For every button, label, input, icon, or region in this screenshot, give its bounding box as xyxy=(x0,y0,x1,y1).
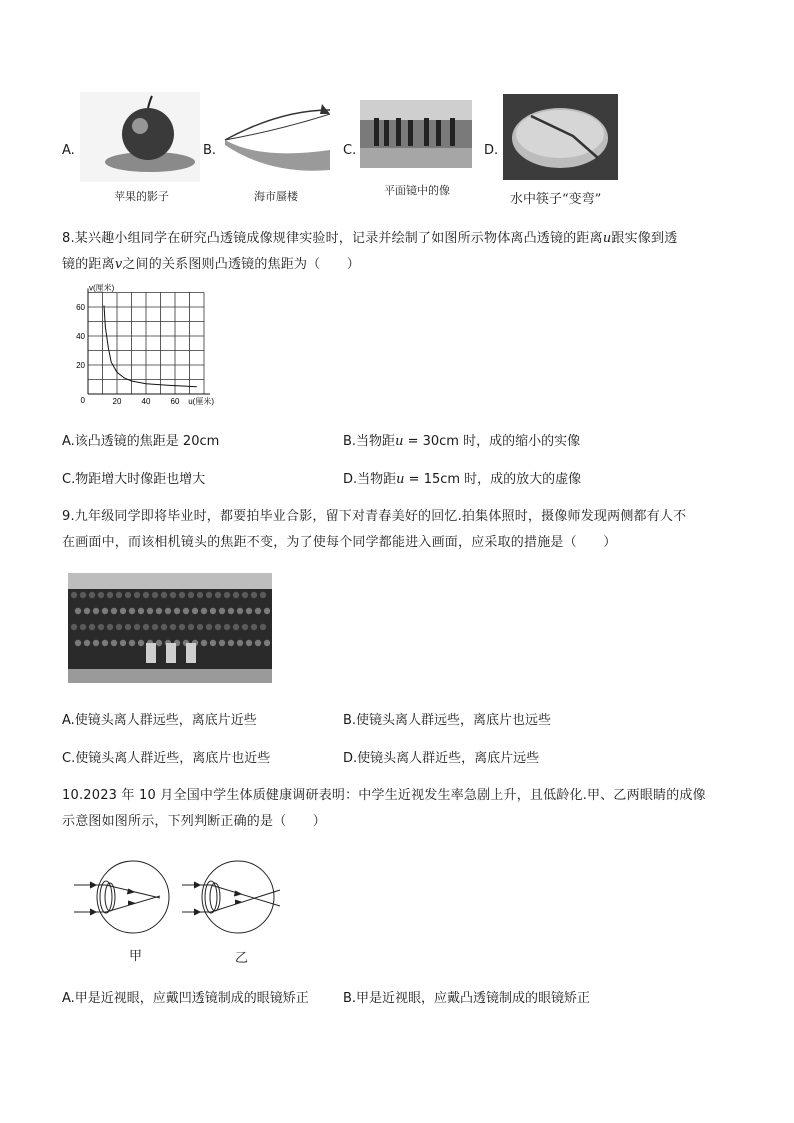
crowd-person-head xyxy=(210,608,216,614)
crowd-person-head xyxy=(264,640,270,646)
crowd-person-head xyxy=(98,592,104,598)
eye-yi xyxy=(182,861,280,933)
crowd-person-head xyxy=(219,640,225,646)
crowd-person-head xyxy=(129,608,135,614)
q9-option-d: D.使镜头离人群近些，离底片远些 xyxy=(343,751,540,766)
crowd-person-head xyxy=(93,608,99,614)
crowd-person-head xyxy=(237,608,243,614)
q9-question xyxy=(62,504,752,556)
crowd-person-head xyxy=(242,592,248,598)
y-tick-label: 60 xyxy=(76,303,85,312)
crowd-person-head xyxy=(102,608,108,614)
q7-option-b-letter: B. xyxy=(203,143,217,158)
q8-uv-graph xyxy=(68,283,218,410)
crowd-person-head xyxy=(84,608,90,614)
crowd-person-head xyxy=(170,592,176,598)
crowd-person-head xyxy=(215,624,221,630)
crowd-person-head xyxy=(251,592,257,598)
uv-curve-line xyxy=(104,306,197,387)
crowd-person-head xyxy=(233,592,239,598)
crowd-person-head xyxy=(206,624,212,630)
origin-label: 0 xyxy=(80,396,85,405)
crowd-person-head xyxy=(224,592,230,598)
q9-option-c: C.使镜头离人群近些，离底片也近些 xyxy=(62,751,271,766)
crowd-person-head xyxy=(152,592,158,598)
crowd-person-head xyxy=(93,640,99,646)
crowd-person-head xyxy=(80,592,86,598)
crowd-person-head xyxy=(188,592,194,598)
x-tick-label: 20 xyxy=(112,397,122,406)
q7-plane-mirror-image xyxy=(360,100,472,168)
crowd-person-head xyxy=(242,624,248,630)
x-axis-label: u(厘米) xyxy=(188,397,214,406)
crowd-person-head xyxy=(143,624,149,630)
y-axis-label: v(厘米) xyxy=(89,283,115,293)
crowd-person-head xyxy=(116,592,122,598)
crowd-person-head xyxy=(179,624,185,630)
q8-option-a: A.该凸透镜的焦距是 20cm xyxy=(62,434,220,449)
q10-line-2: 示意图如图所示，下列判断正确的是（ ） xyxy=(62,814,327,829)
q7-option-c-letter: C. xyxy=(343,143,357,158)
q8-question xyxy=(62,226,752,278)
q7-option-a-letter: A. xyxy=(62,143,75,158)
crowd-person-head xyxy=(71,624,77,630)
q8-option-d: D.当物距u = 15cm 时，成的放大的虚像 xyxy=(343,472,582,487)
crowd-person-head xyxy=(129,640,135,646)
y-tick-label: 40 xyxy=(76,332,85,341)
crowd-person-head xyxy=(183,608,189,614)
crowd-person-head xyxy=(138,640,144,646)
crowd-person-head xyxy=(170,624,176,630)
crowd-person-head xyxy=(120,640,126,646)
crowd-person-head xyxy=(98,624,104,630)
crowd-person-head xyxy=(161,624,167,630)
q10-option-a: A.甲是近视眼，应戴凹透镜制成的眼镜矫正 xyxy=(62,991,309,1006)
crowd-person-head xyxy=(147,608,153,614)
crowd-person-head xyxy=(89,592,95,598)
crowd-person-head xyxy=(246,640,252,646)
crowd-person-head xyxy=(264,608,270,614)
q8-line-1: 8.某兴趣小组同学在研究凸透镜成像规律实验时，记录并绘制了如图所示物体离凸透镜的距离u跟实像到透 xyxy=(62,231,678,246)
q8-line-2: 镜的距离v之间的关系图则凸透镜的焦距为（ ） xyxy=(62,257,360,272)
crowd-person-head xyxy=(197,624,203,630)
crowd-person-head xyxy=(134,592,140,598)
crowd-person-head xyxy=(161,592,167,598)
crowd-person-head xyxy=(107,624,113,630)
q9-group-photo-image xyxy=(68,573,272,683)
q10-line-1: 10.2023 年 10 月全国中学生体质健康调研表明：中学生近视发生率急剧上升，且低龄化.甲、乙两眼睛的成像 xyxy=(62,788,706,803)
crowd-person-head xyxy=(215,592,221,598)
q8-option-b: B.当物距u = 30cm 时，成的缩小的实像 xyxy=(343,434,581,449)
crowd-person-head xyxy=(111,608,117,614)
crowd-person-head xyxy=(237,640,243,646)
q9-line-1: 9.九年级同学即将毕业时，都要拍毕业合影，留下对青春美好的回忆.拍集体照时，摄像师发现两侧都有人不 xyxy=(62,509,687,524)
crowd-person-head xyxy=(84,640,90,646)
crowd-person-head xyxy=(156,608,162,614)
q9-option-a: A.使镜头离人群远些，离底片近些 xyxy=(62,713,257,728)
y-tick-label: 20 xyxy=(76,361,85,370)
q9-option-b: B.使镜头离人群远些，离底片也远些 xyxy=(343,713,552,728)
crowd-person-head xyxy=(179,592,185,598)
q7-option-b-caption: 海市蜃楼 xyxy=(254,190,298,203)
eye-jia xyxy=(74,861,169,933)
q7-chopstick-in-water-image xyxy=(503,94,618,180)
crowd-person-head xyxy=(260,592,266,598)
crowd-person-head xyxy=(102,640,108,646)
q10-question xyxy=(62,783,752,835)
crowd-person-head xyxy=(210,640,216,646)
crowd-person-head xyxy=(228,640,234,646)
crowd-person-head xyxy=(233,624,239,630)
q8-option-c: C.物距增大时像距也增大 xyxy=(62,472,206,487)
q7-mirage-image xyxy=(220,100,340,182)
crowd-person-head xyxy=(201,608,207,614)
crowd-person-head xyxy=(219,608,225,614)
q7-option-d-letter: D. xyxy=(484,143,499,158)
crowd-person-head xyxy=(89,624,95,630)
crowd-person-head xyxy=(75,640,81,646)
crowd-person-head xyxy=(120,608,126,614)
crowd-person-head xyxy=(206,592,212,598)
x-tick-label: 60 xyxy=(170,397,180,406)
q10-eye-diagrams xyxy=(70,852,280,952)
q9-line-2: 在画面中，而该相机镜头的焦距不变，为了使每个同学都能进入画面，应采取的措施是（ ） xyxy=(62,535,617,550)
eye-label-yi: 乙 xyxy=(235,951,249,966)
crowd-person-head xyxy=(255,608,261,614)
crowd-person-head xyxy=(165,608,171,614)
crowd-person-head xyxy=(138,608,144,614)
uv-chart-svg xyxy=(68,283,218,410)
crowd-person-head xyxy=(188,624,194,630)
q7-option-d-caption: 水中筷子“变弯” xyxy=(510,192,602,207)
crowd-person-head xyxy=(71,592,77,598)
crowd-person-head xyxy=(251,624,257,630)
crowd-person-head xyxy=(255,640,261,646)
crowd-person-head xyxy=(134,624,140,630)
crowd-person-head xyxy=(224,624,230,630)
crowd-person-head xyxy=(260,624,266,630)
crowd-person-head xyxy=(201,640,207,646)
crowd-person-head xyxy=(111,640,117,646)
q7-option-c-caption: 平面镜中的像 xyxy=(384,184,450,197)
crowd-person-head xyxy=(197,592,203,598)
crowd-person-head xyxy=(152,624,158,630)
crowd-person-head xyxy=(228,608,234,614)
crowd-person-head xyxy=(107,592,113,598)
crowd-person-head xyxy=(125,592,131,598)
eye-label-jia: 甲 xyxy=(129,949,143,964)
crowd-person-head xyxy=(143,592,149,598)
crowd-person-head xyxy=(156,640,162,646)
q10-option-b: B.甲是近视眼，应戴凸透镜制成的眼镜矫正 xyxy=(343,991,591,1006)
crowd-person-head xyxy=(174,608,180,614)
crowd-person-head xyxy=(75,608,81,614)
crowd-person-head xyxy=(116,624,122,630)
x-tick-label: 40 xyxy=(141,397,151,406)
eye-diagrams-svg xyxy=(70,852,280,952)
q7-option-a-caption: 苹果的影子 xyxy=(114,190,169,203)
crowd-person-head xyxy=(192,608,198,614)
crowd-person-head xyxy=(246,608,252,614)
crowd-person-head xyxy=(80,624,86,630)
q7-apple-shadow-image xyxy=(80,92,200,182)
crowd-person-head xyxy=(125,624,131,630)
